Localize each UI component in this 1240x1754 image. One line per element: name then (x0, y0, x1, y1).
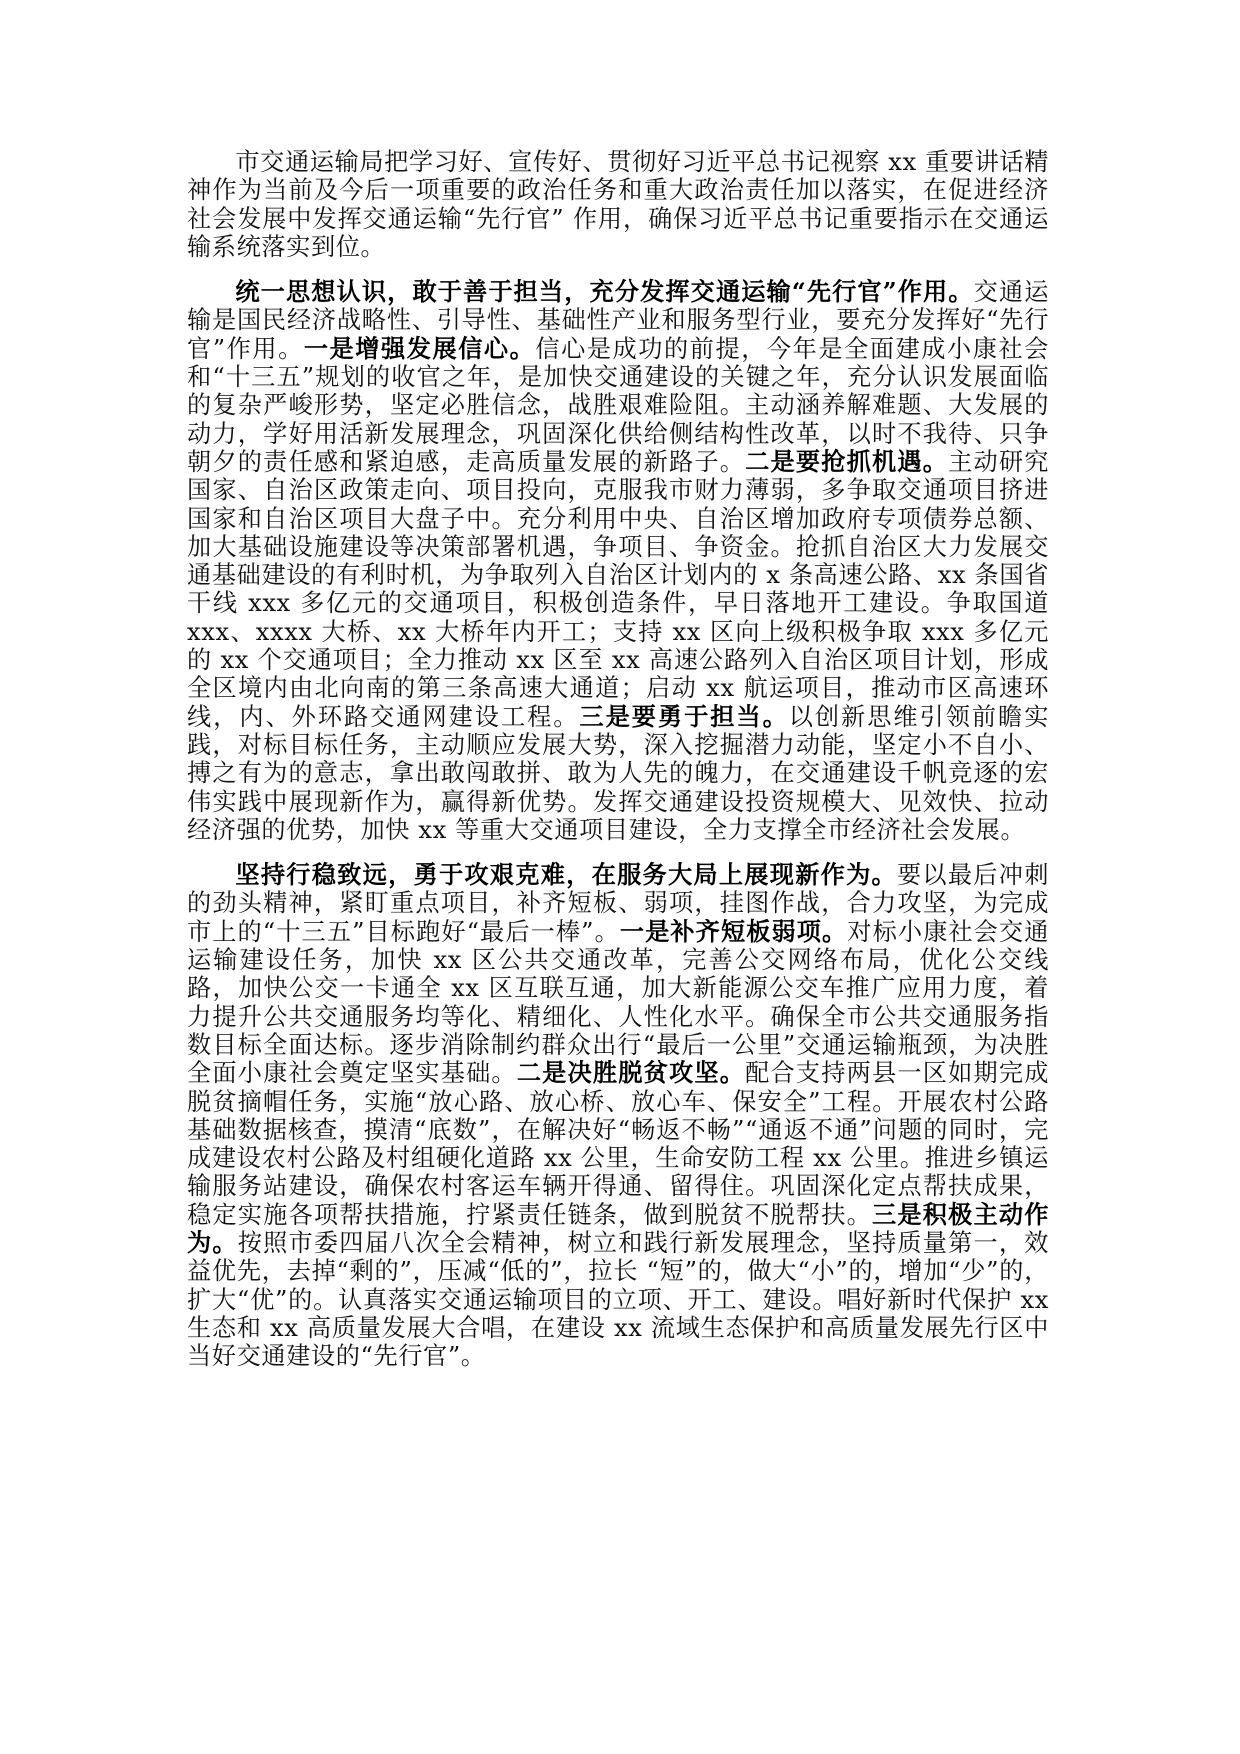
intro-text: 市交通运输局把学习好、宣传好、贯彻好习近平总书记视察 xx 重要讲话精神作为当前及今后一项重要的政治任务和重大政治责任加以落实，在促进经济社会发展中发挥交通运输“先行官” 作用，确保习近平总书记重要指示在交通运输系统落实到位。 (187, 148, 1049, 261)
section-2-point-1-text: 对标小康社会交通运输建设任务，加快 xx 区公共交通改革，完善公交网络布局，优化公交线路，加快公交一卡通全 xx 区互联互通，加大新能源公交车推广应用力度，着力提升公共交通服务均等化、精细化、人性化水平。确保全市公共交通服务指数目标全面达标。逐步消除制约群众出行“最后一公里”交通运输瓶颈，为决胜全面小康社会奠定坚实基础。 (187, 917, 1049, 1088)
paragraph-intro (187, 148, 1049, 261)
section-2-point-3-heading: 三是积极主动作为。 (187, 1199, 1050, 1257)
section-1-text: 交通运输是国民经济战略性、引导性、基础性产业和服务型行业，要充分发挥好“先行官”作用。 (187, 278, 1049, 363)
paragraph-section-1 (187, 278, 1049, 844)
section-2-point-3-text: 按照市委四届八次全会精神，树立和践行新发展理念，坚持质量第一，效益优先，去掉“剩的”，压减“低的”，拉长 “短”的，做大“小”的，增加“少”的，扩大“优”的。认真落实交通运输项目的立项、开工、建设。唱好新时代保护 xx 生态和 xx 高质量发展大合唱，在建设 xx 流域生态保护和高质量发展先行区中当好交通建设的“先行官”。 (187, 1228, 1050, 1371)
section-1-point-3-heading: 三是要勇于担当。 (579, 701, 789, 731)
section-2-point-2-heading: 二是决胜脱贫攻坚。 (516, 1058, 746, 1088)
section-1-point-2-text: 主动研究国家、自治区政策走向、项目投向，克服我市财力薄弱，多争取交通项目挤进国家和自治区项目大盘子中。充分利用中央、自治区增加政府专项债券总额、加大基础设施建设等决策部署机遇，争项目、争资金。抢抓自治区大力发展交通基础建设的有利时机，为争取列入自治区计划内的 x 条高速公路、xx 条国省干线 xxx 多亿元的交通项目，积极创造条件，早日落地开工建设。争取国道 xxx、xxxx 大桥、xx 大桥年内开工；支持 xx 区向上级积极争取 xxx 多亿元的 xx 个交通项目；全力推动 xx 区至 xx 高速公路列入自治区项目计划，形成全区境内由北向南的第三条高速大通道；启动 xx 航运项目，推动市区高速环线，内、外环路交通网建设工程。 (187, 447, 1050, 731)
document-page (187, 148, 1049, 1387)
section-2-point-2-text: 配合支持两县一区如期完成脱贫摘帽任务，实施“放心路、放心桥、放心车、保安全”工程。开展农村公路基础数据核查，摸清“底数”，在解决好“畅返不畅”“通返不通”问题的同时，完成建设农村公路及村组硬化道路 xx 公里，生命安防工程 xx 公里。推进乡镇运输服务站建设，确保农村客运车辆开得通、留得住。巩固深化定点帮扶成果，稳定实施各项帮扶措施，拧紧责任链条，做到脱贫不脱帮扶。 (187, 1059, 1049, 1229)
section-1-heading: 统一思想认识，敢于善于担当，充分发挥交通运输“先行官”作用。 (235, 277, 974, 307)
paragraph-section-2 (187, 861, 1049, 1370)
section-2-text: 要以最后冲刺的劲头精神，紧盯重点项目，补齐短板、弱项，挂图作战，合力攻坚，为完成市上的“十三五”目标跑好“最后一棒”。 (187, 861, 1049, 946)
section-2-point-1-heading: 一是补齐短板弱项。 (619, 916, 848, 946)
section-1-point-1-text: 信心是成功的前提，今年是全面建成小康社会和“十三五”规划的收官之年，是加快交通建设的关键之年，充分认识发展面临的复杂严峻形势，坚定必胜信念，战胜艰难险阻。主动涵养解难题、大发展的动力，学好用活新发展理念，巩固深化供给侧结构性改革，以时不我待、只争朝夕的责任感和紧迫感，走高质量发展的新路子。 (187, 334, 1049, 476)
section-1-point-3-text: 以创新思维引领前瞻实践，对标目标任务，主动顺应发展大势，深入挖掘潜力动能，坚定小不自小、搏之有为的意志，拿出敢闯敢拼、敢为人先的魄力，在交通建设千帆竞逐的宏伟实践中展现新作为，赢得新优势。发挥交通建设投资规模大、见效快、拉动经济强的优势，加快 xx 等重大交通项目建设，全力支撑全市经济社会发展。 (187, 702, 1049, 844)
section-2-heading: 坚持行稳致远，勇于攻艰克难，在服务大局上展现新作为。 (235, 860, 897, 890)
section-1-point-2-heading: 二是要抢抓机遇。 (745, 446, 949, 476)
section-1-point-1-heading: 一是增强发展信心。 (303, 333, 536, 363)
